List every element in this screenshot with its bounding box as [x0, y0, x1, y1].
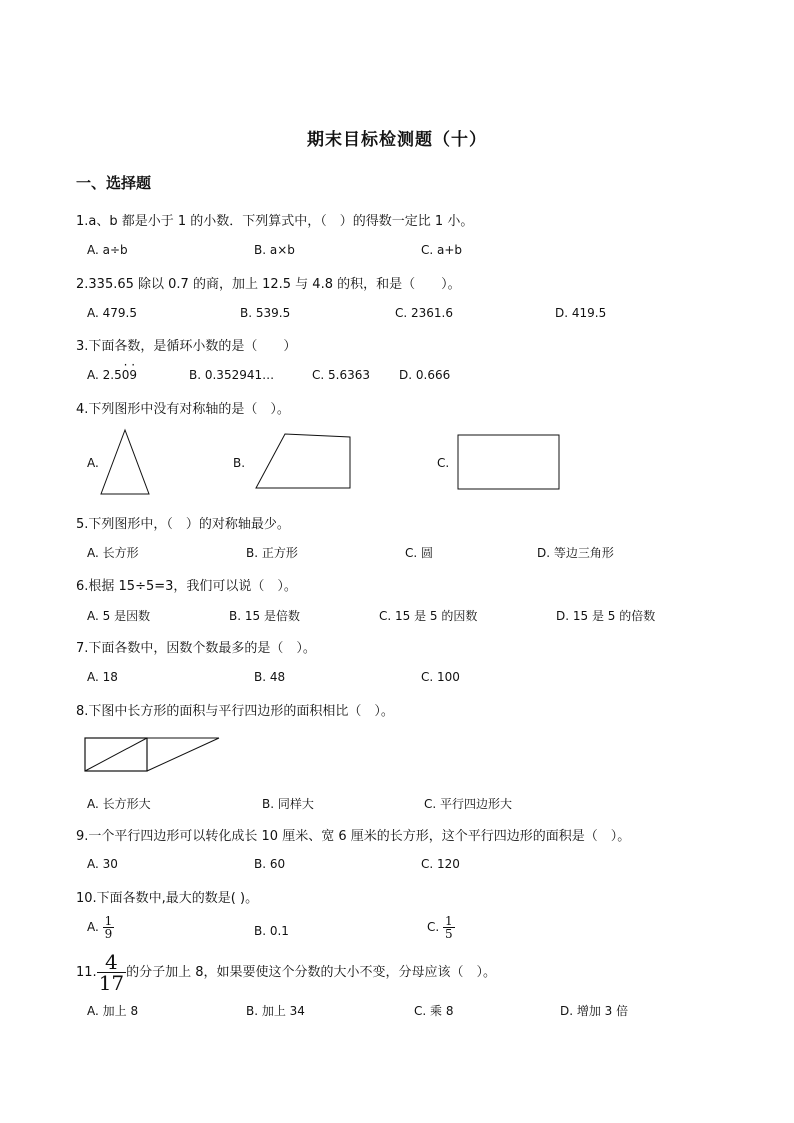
fraction-denominator: 9 [104, 927, 113, 941]
fraction-four-seventeenths [97, 952, 126, 993]
question-9-stem: 9.一个平行四边形可以转化成长 10 厘米、宽 6 厘米的长方形，这个平行四边形的面积是（ ）。 [76, 829, 631, 844]
q7-option-b[interactable]: B. 48 [254, 670, 286, 684]
q6-option-c[interactable]: C. 15 是 5 的因数 [379, 609, 478, 623]
question-11-number: 11. [76, 965, 97, 980]
q3-option-a[interactable] [87, 368, 137, 382]
q3-option-c[interactable]: C. 5.6363 [312, 368, 370, 382]
question-7-stem: 7.下面各数中，因数个数最多的是（ ）。 [76, 641, 316, 656]
rectangle-parallelogram-figure [82, 734, 224, 774]
q4-option-c[interactable]: C. [437, 456, 450, 470]
q10-option-a[interactable] [87, 915, 114, 940]
q7-option-a[interactable]: A. 18 [87, 670, 118, 684]
q10-option-c-label: C. [427, 920, 440, 934]
fraction-one-ninth [103, 915, 115, 940]
q9-option-b[interactable]: B. 60 [254, 857, 286, 871]
q1-option-b[interactable]: B. a×b [254, 243, 295, 257]
question-5-stem: 5.下列图形中，（ ）的对称轴最少。 [76, 517, 290, 532]
repeating-digit: · 9 [129, 368, 137, 382]
q3-option-d[interactable]: D. 0.666 [399, 368, 451, 382]
q2-option-b[interactable]: B. 539.5 [240, 306, 291, 320]
q7-option-c[interactable]: C. 100 [421, 670, 460, 684]
q3-option-b[interactable]: B. 0.352941… [189, 368, 275, 382]
q1-option-c[interactable]: C. a+b [421, 243, 463, 257]
question-10-stem: 10.下面各数中,最大的数是( )。 [76, 891, 259, 906]
question-3-stem: 3.下面各数，是循环小数的是（ ） [76, 339, 297, 354]
q8-option-c[interactable]: C. 平行四边形大 [424, 797, 513, 811]
q4-option-b[interactable]: B. [233, 456, 246, 470]
q5-option-b[interactable]: B. 正方形 [246, 546, 298, 560]
q11-option-b[interactable]: B. 加上 34 [246, 1004, 305, 1018]
fraction-numerator: 1 [445, 914, 453, 928]
fraction-denominator: 17 [98, 971, 125, 995]
q3-option-a-label: A. 2.5 [87, 368, 122, 382]
question-11-text: 的分子加上 8，如果要使这个分数的大小不变，分母应该（ ）。 [126, 965, 497, 980]
q10-option-a-label: A. [87, 920, 99, 934]
q8-option-b[interactable]: B. 同样大 [262, 797, 314, 811]
q8-option-a[interactable]: A. 长方形大 [87, 797, 151, 811]
q10-option-c[interactable] [427, 915, 455, 940]
q5-option-d[interactable]: D. 等边三角形 [537, 546, 614, 560]
q6-option-a[interactable]: A. 5 是因数 [87, 609, 151, 623]
isosceles-triangle-figure [98, 428, 154, 498]
q2-option-d[interactable]: D. 419.5 [555, 306, 607, 320]
q11-option-c[interactable]: C. 乘 8 [414, 1004, 454, 1018]
fraction-denominator: 5 [445, 927, 453, 941]
q9-option-c[interactable]: C. 120 [421, 857, 460, 871]
page-title: 期末目标检测题（十） [307, 130, 487, 150]
section-heading: 一、选择题 [76, 174, 152, 192]
trapezoid-figure [252, 430, 356, 492]
fraction-numerator: 4 [105, 950, 118, 974]
q2-option-c[interactable]: C. 2361.6 [395, 306, 453, 320]
fraction-numerator: 1 [104, 914, 113, 928]
q5-option-c[interactable]: C. 圆 [405, 546, 434, 560]
question-4-stem: 4.下列图形中没有对称轴的是（ ）。 [76, 402, 290, 417]
q4-option-a[interactable]: A. [87, 456, 99, 470]
q1-option-a[interactable]: A. a÷b [87, 243, 128, 257]
question-8-stem: 8.下图中长方形的面积与平行四边形的面积相比（ ）。 [76, 704, 394, 719]
q6-option-d[interactable]: D. 15 是 5 的倍数 [556, 609, 656, 623]
q11-option-a[interactable]: A. 加上 8 [87, 1004, 139, 1018]
fraction-one-fifth [443, 915, 455, 940]
question-11-stem [76, 952, 496, 993]
repeating-digit: · 0 [122, 368, 130, 382]
rectangle-figure [455, 432, 563, 492]
q11-option-d[interactable]: D. 增加 3 倍 [560, 1004, 629, 1018]
q2-option-a[interactable]: A. 479.5 [87, 306, 137, 320]
question-2-stem: 2.335.65 除以 0.7 的商，加上 12.5 与 4.8 的积，和是（ ）。 [76, 277, 461, 292]
q10-option-b[interactable]: B. 0.1 [254, 924, 289, 938]
q5-option-a[interactable]: A. 长方形 [87, 546, 139, 560]
q9-option-a[interactable]: A. 30 [87, 857, 118, 871]
q6-option-b[interactable]: B. 15 是倍数 [229, 609, 300, 623]
question-1-stem: 1.a、b 都是小于 1 的小数．下列算式中，（ ）的得数一定比 1 小。 [76, 214, 474, 229]
question-6-stem: 6.根据 15÷5=3，我们可以说（ ）。 [76, 579, 297, 594]
